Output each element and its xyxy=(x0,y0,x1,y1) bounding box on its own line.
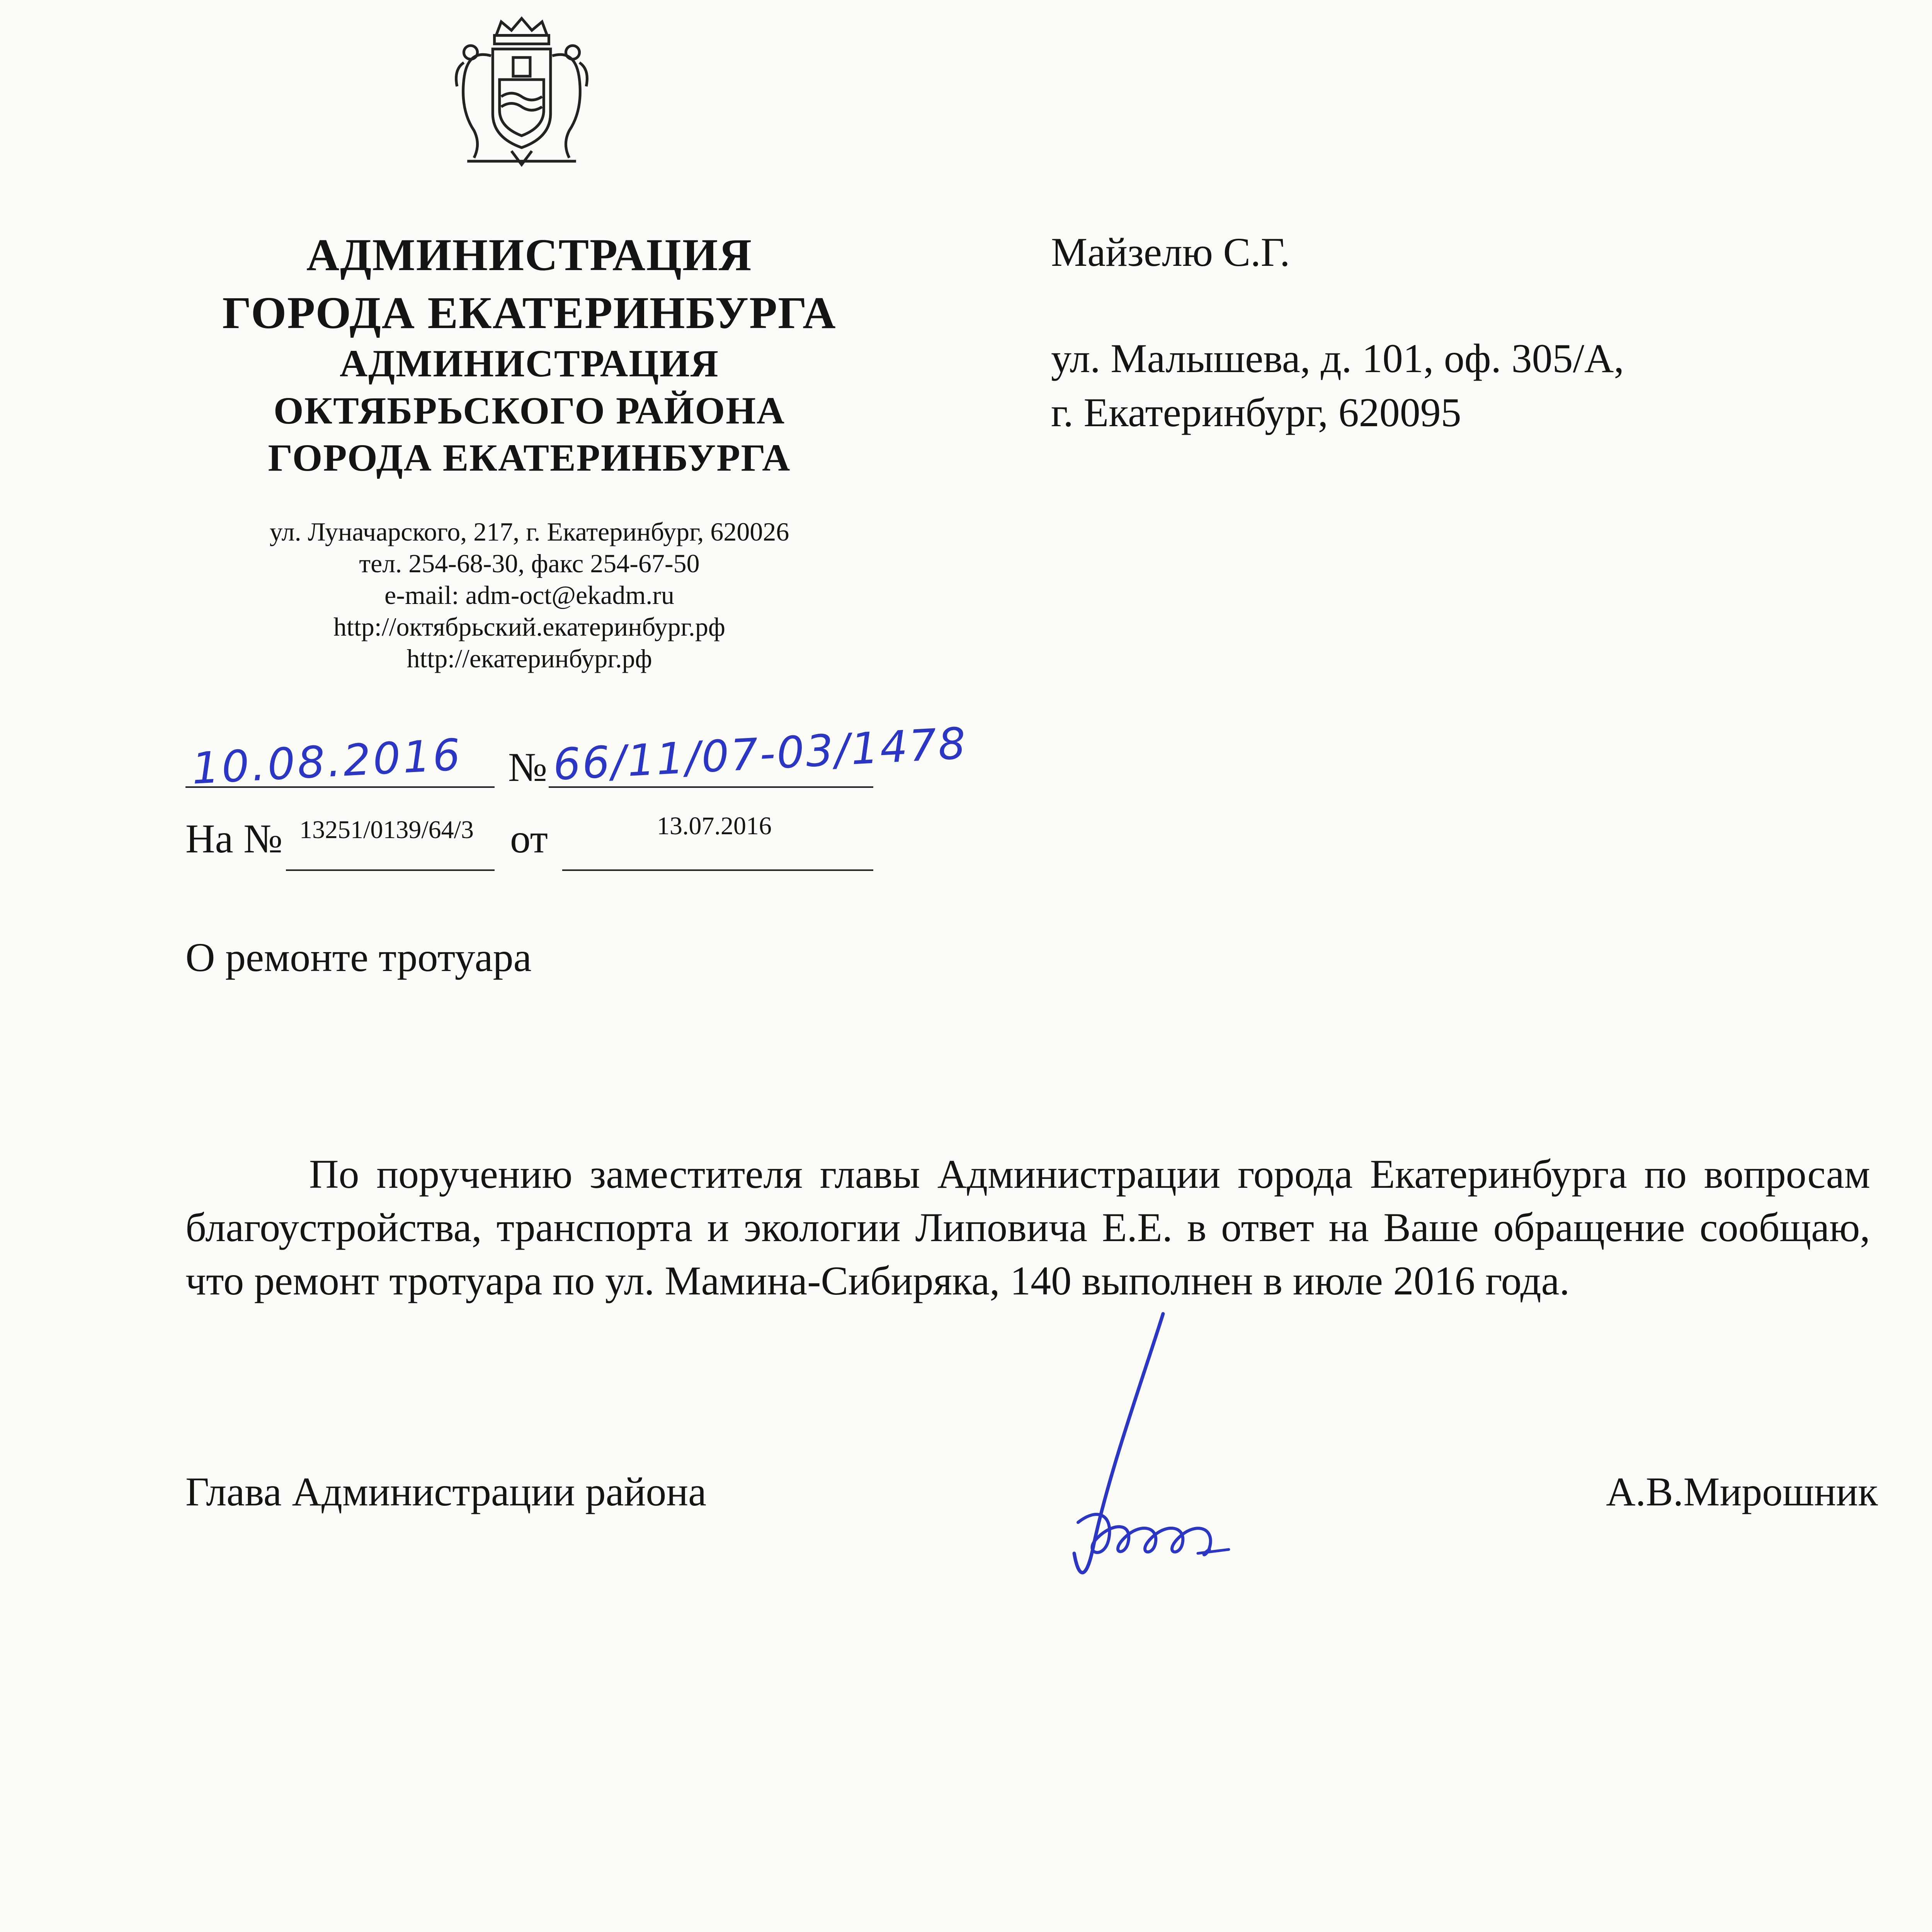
ref-number: 13251/0139/64/3 xyxy=(299,816,474,844)
sender-org-sub xyxy=(131,340,927,481)
recipient-name: Майзелю С.Г. xyxy=(1051,230,1290,275)
recipient-address-line2: г. Екатеринбург, 620095 xyxy=(1051,390,1461,435)
handwritten-signature xyxy=(981,1306,1291,1607)
ref-date: 13.07.2016 xyxy=(657,812,772,840)
letter-body: По поручению заместителя главы Администрации города Екатеринбурга по вопросам благоустройства, транспорта и экологии Липовича Е.Е. в ответ на Ваше обращение сообщаю, что ремонт тротуара по ул. Мамина-Сибиряка, 140 выполнен в июле 2016 года. xyxy=(185,1151,1870,1303)
reg-number: 66/11/07-03/1478 xyxy=(552,718,969,790)
contact-address: ул. Луначарского, 217, г. Екатеринбург, 620026 xyxy=(269,517,789,546)
reg-number-label: № xyxy=(508,745,548,790)
letter-subject: О ремонте тротуара xyxy=(185,935,532,980)
org-main-line: АДМИНИСТРАЦИЯ xyxy=(306,230,753,280)
recipient-address-line1: ул. Малышева, д. 101, оф. 305/А, xyxy=(1051,336,1624,381)
signer-title: Глава Администрации района xyxy=(185,1469,707,1514)
coat-of-arms-icon xyxy=(437,12,607,182)
sender-contacts xyxy=(131,516,927,674)
signer-name: А.В.Мирошник xyxy=(1606,1469,1878,1514)
sender-org-main xyxy=(131,226,927,342)
contact-website: http://екатеринбург.рф xyxy=(406,644,652,673)
contact-phone: тел. 254-68-30, факс 254-67-50 xyxy=(359,549,700,578)
org-sub-line: АДМИНИСТРАЦИЯ xyxy=(340,342,719,385)
ref-from-label: от xyxy=(510,816,548,861)
ref-label: На № xyxy=(185,816,283,861)
contact-email: e-mail: adm-oct@ekadm.ru xyxy=(384,580,674,610)
org-sub-line: ОКТЯБРЬСКОГО РАЙОНА xyxy=(273,389,786,432)
reg-date: 10.08.2016 xyxy=(190,730,464,794)
org-sub-line: ГОРОДА ЕКАТЕРИНБУРГА xyxy=(268,436,791,479)
contact-website: http://октябрьский.екатеринбург.рф xyxy=(333,612,725,641)
org-main-line: ГОРОДА ЕКАТЕРИНБУРГА xyxy=(222,287,837,338)
